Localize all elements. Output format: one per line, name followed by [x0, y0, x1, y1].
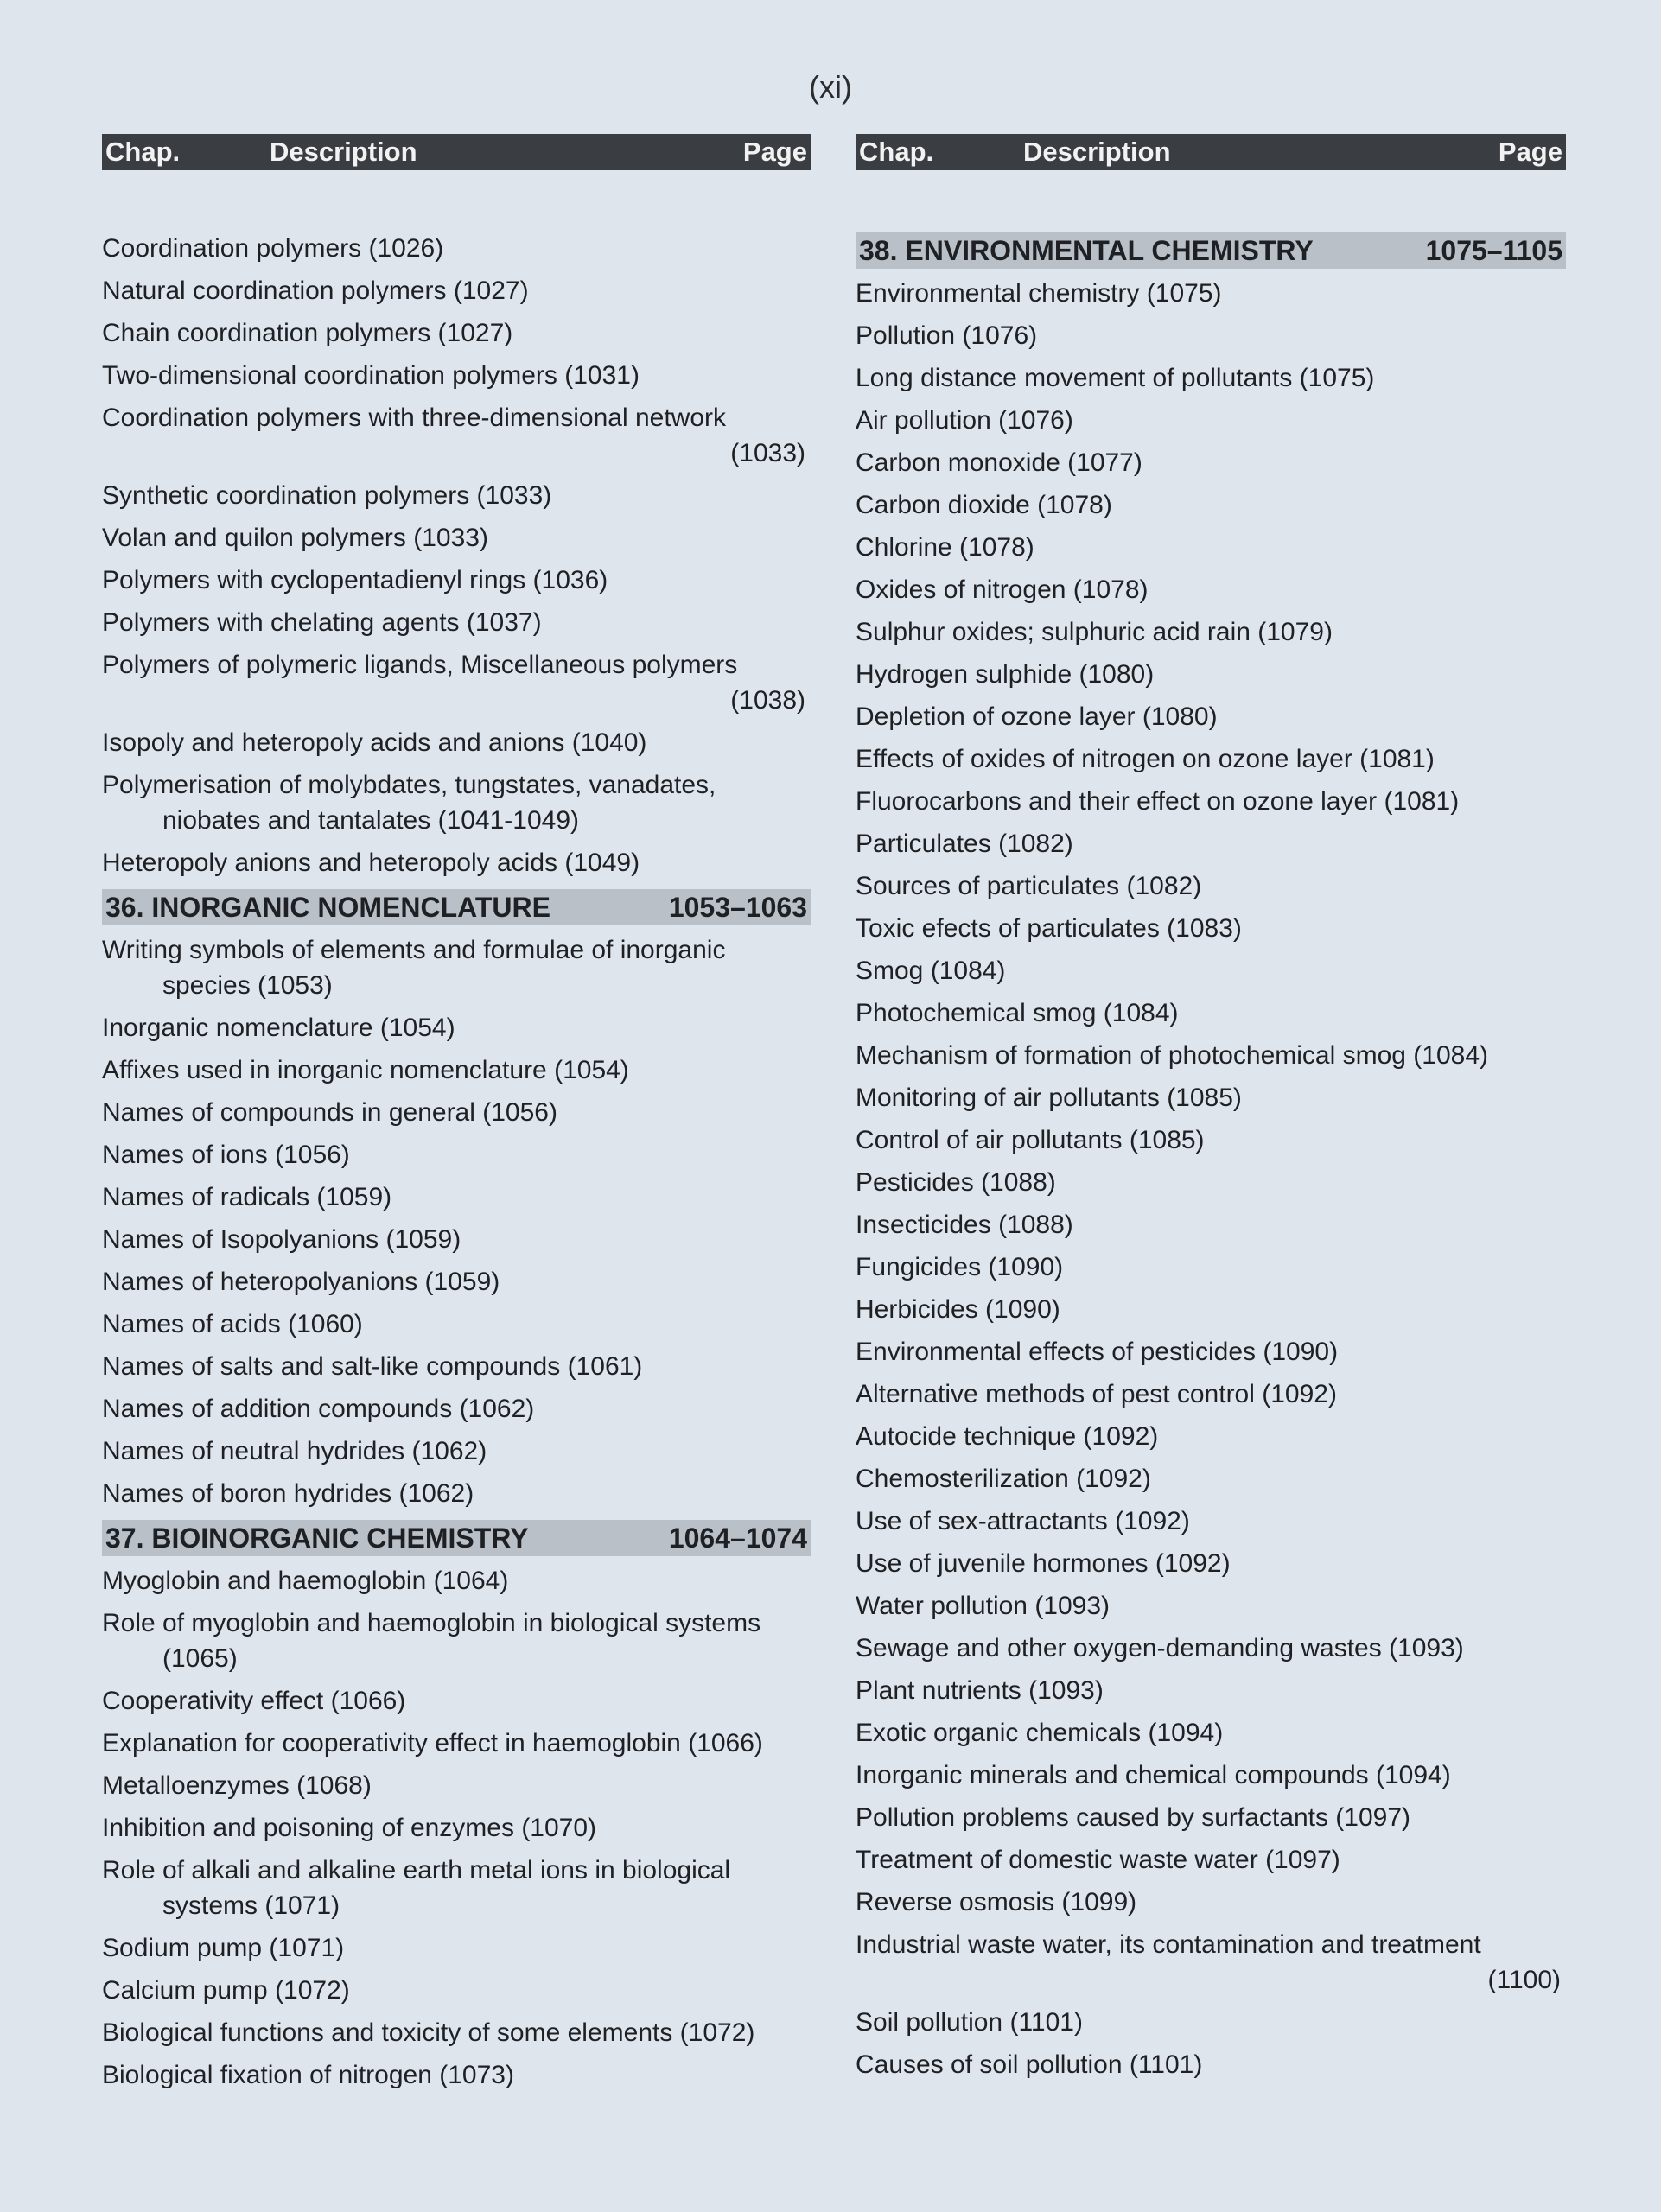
toc-entry	[856, 699, 1566, 734]
right-column	[856, 134, 1566, 2089]
toc-entry	[102, 273, 811, 308]
entry-text: Smog (1084)	[856, 957, 1006, 985]
header-page: Page	[1498, 137, 1562, 167]
toc-entry	[856, 1292, 1566, 1327]
entry-text: Names of neutral hydrides (1062)	[102, 1437, 487, 1465]
toc-entry	[856, 784, 1566, 819]
chapter-heading	[102, 1520, 811, 1556]
entry-text: Industrial waste water, its contamination and treatment	[856, 1930, 1481, 1959]
entry-text: Soil pollution (1101)	[856, 2008, 1083, 2037]
entry-text: Pollution (1076)	[856, 321, 1038, 350]
entry-text: Names of Isopolyanions (1059)	[102, 1225, 461, 1254]
entry-text: Plant nutrients (1093)	[856, 1676, 1104, 1705]
toc-entry	[856, 1122, 1566, 1158]
entry-text: Monitoring of air pollutants (1085)	[856, 1084, 1242, 1112]
entry-text: Fungicides (1090)	[856, 1253, 1064, 1281]
toc-entry	[856, 1419, 1566, 1454]
toc-entry	[856, 1927, 1566, 1998]
entry-text: Affixes used in inorganic nomenclature (1054)	[102, 1056, 629, 1084]
entry-text: Carbon dioxide (1078)	[856, 491, 1112, 519]
toc-list	[102, 932, 811, 1511]
entry-text: Role of myoglobin and haemoglobin in biological systems (1065)	[102, 1609, 761, 1673]
entry-text: Cooperativity effect (1066)	[102, 1687, 406, 1715]
entry-text: Writing symbols of elements and formulae of inorganic species (1053)	[102, 936, 726, 1000]
toc-entry	[102, 358, 811, 393]
toc-entry	[856, 1673, 1566, 1708]
toc-entry	[102, 1973, 811, 2008]
entry-page-ref: (1038)	[730, 686, 805, 715]
entry-text: Particulates (1082)	[856, 830, 1073, 858]
toc-entry	[856, 1165, 1566, 1200]
entry-text: Environmental chemistry (1075)	[856, 279, 1222, 308]
toc-entry	[856, 995, 1566, 1031]
toc-entry	[856, 1038, 1566, 1073]
header-chap: Chap.	[859, 137, 934, 167]
toc-entry	[102, 520, 811, 556]
entry-text: Long distance movement of pollutants (1075)	[856, 364, 1375, 392]
toc-entry	[102, 1052, 811, 1088]
toc-entry	[102, 845, 811, 880]
chapter-pages: 1075–1105	[1425, 234, 1562, 266]
toc-entry	[102, 2015, 811, 2050]
chapter-title: 38. ENVIRONMENTAL CHEMISTRY	[859, 234, 1314, 266]
entry-text: Names of addition compounds (1062)	[102, 1395, 535, 1423]
toc-entry	[856, 1207, 1566, 1243]
toc-entry	[856, 2047, 1566, 2082]
entry-text: Causes of soil pollution (1101)	[856, 2050, 1203, 2079]
chapter-title: 36. INORGANIC NOMENCLATURE	[105, 891, 550, 923]
toc-entry	[102, 1222, 811, 1257]
toc-entry	[856, 1461, 1566, 1497]
entry-text: Reverse osmosis (1099)	[856, 1888, 1137, 1916]
entry-text: Coordination polymers with three-dimensional network	[102, 404, 727, 432]
entry-text: Myoglobin and haemoglobin (1064)	[102, 1567, 509, 1595]
toc-entry	[102, 1853, 811, 1923]
toc-entry	[856, 572, 1566, 607]
entry-text: Effects of oxides of nitrogen on ozone layer (1081)	[856, 745, 1435, 773]
table-header	[856, 134, 1566, 170]
entry-text: Sewage and other oxygen-demanding wastes (1093)	[856, 1634, 1464, 1662]
entry-text: Calcium pump (1072)	[102, 1976, 350, 2005]
toc-entry	[856, 1334, 1566, 1370]
entry-text: Mechanism of formation of photochemical smog (1084)	[856, 1041, 1489, 1070]
toc-entry	[856, 657, 1566, 692]
toc-entry	[102, 1605, 811, 1676]
toc-entry	[102, 1179, 811, 1215]
toc-entry	[856, 318, 1566, 353]
entry-text: Pesticides (1088)	[856, 1168, 1056, 1197]
entry-text: Two-dimensional coordination polymers (1031)	[102, 361, 640, 390]
entry-text: Volan and quilon polymers (1033)	[102, 524, 488, 552]
toc-entry	[102, 647, 811, 718]
toc-entry	[856, 953, 1566, 988]
toc-entry	[102, 563, 811, 598]
entry-text: Polymerisation of molybdates, tungstates, vanadates, niobates and tantalates (1041-1049)	[102, 771, 716, 835]
chapter-pages: 1064–1074	[668, 1522, 807, 1554]
toc-entry	[856, 445, 1566, 480]
entry-text: Chlorine (1078)	[856, 533, 1034, 562]
toc-entry	[856, 530, 1566, 565]
entry-text: Herbicides (1090)	[856, 1295, 1060, 1324]
header-page: Page	[742, 137, 807, 167]
toc-entry	[102, 1810, 811, 1846]
toc-entry	[856, 1630, 1566, 1666]
entry-text: Alternative methods of pest control (1092)	[856, 1380, 1337, 1408]
toc-entry	[102, 1433, 811, 1469]
entry-text: Sulphur oxides; sulphuric acid rain (1079)	[856, 618, 1333, 646]
toc-entry	[856, 741, 1566, 777]
toc-entry	[102, 1563, 811, 1599]
entry-text: Chemosterilization (1092)	[856, 1465, 1151, 1493]
entry-text: Sodium pump (1071)	[102, 1934, 345, 1962]
toc-entry	[102, 315, 811, 351]
toc-entry	[856, 1503, 1566, 1539]
entry-text: Pollution problems caused by surfactants (1097)	[856, 1803, 1411, 1832]
entry-text: Sources of particulates (1082)	[856, 872, 1202, 900]
toc-entry	[102, 1726, 811, 1761]
toc-entry	[856, 403, 1566, 438]
toc-entry	[102, 1768, 811, 1803]
entry-text: Names of ions (1056)	[102, 1141, 350, 1169]
entry-text: Polymers with chelating agents (1037)	[102, 608, 542, 637]
entry-text: Polymers with cyclopentadienyl rings (1036)	[102, 566, 608, 594]
entry-page-ref: (1100)	[1487, 1966, 1561, 1994]
toc-entry	[856, 487, 1566, 523]
toc-entry	[856, 1249, 1566, 1285]
toc-entry	[856, 2005, 1566, 2040]
toc-entry	[102, 1095, 811, 1130]
entry-text: Fluorocarbons and their effect on ozone layer (1081)	[856, 787, 1460, 816]
toc-entry	[102, 1683, 811, 1719]
entry-text: Biological functions and toxicity of some elements (1072)	[102, 2018, 755, 2047]
entry-text: Depletion of ozone layer (1080)	[856, 702, 1218, 731]
toc-entry	[102, 1137, 811, 1173]
toc-entry	[856, 276, 1566, 311]
toc-entry	[102, 400, 811, 471]
toc-entry	[856, 360, 1566, 396]
entry-text: Water pollution (1093)	[856, 1592, 1111, 1620]
entry-text: Names of boron hydrides (1062)	[102, 1479, 474, 1508]
toc-entry	[856, 1715, 1566, 1751]
toc-list	[856, 276, 1566, 2082]
toc-entry	[102, 605, 811, 640]
toc-entry	[856, 1080, 1566, 1116]
toc-entry	[102, 725, 811, 760]
toc-entry	[856, 868, 1566, 904]
entry-text: Names of compounds in general (1056)	[102, 1098, 557, 1127]
chapter-pages: 1053–1063	[668, 891, 807, 923]
entry-text: Autocide technique (1092)	[856, 1422, 1159, 1451]
toc-list	[102, 231, 811, 880]
entry-text: Oxides of nitrogen (1078)	[856, 575, 1149, 604]
toc-entry	[102, 1349, 811, 1384]
entry-text: Carbon monoxide (1077)	[856, 448, 1142, 477]
toc-entry	[856, 1842, 1566, 1878]
chapter-title: 37. BIOINORGANIC CHEMISTRY	[105, 1522, 529, 1554]
toc-entry	[102, 1391, 811, 1427]
entry-text: Metalloenzymes (1068)	[102, 1771, 372, 1800]
entry-text: Polymers of polymeric ligands, Miscellaneous polymers	[102, 651, 738, 679]
toc-list	[102, 1563, 811, 2093]
entry-text: Inorganic minerals and chemical compounds (1094)	[856, 1761, 1451, 1789]
entry-text: Explanation for cooperativity effect in haemoglobin (1066)	[102, 1729, 763, 1758]
header-chap: Chap.	[105, 137, 181, 167]
entry-text: Use of juvenile hormones (1092)	[856, 1549, 1231, 1578]
entry-text: Toxic efects of particulates (1083)	[856, 914, 1242, 943]
entry-text: Heteropoly anions and heteropoly acids (1049)	[102, 849, 640, 877]
entry-text: Isopoly and heteropoly acids and anions (1040)	[102, 728, 647, 757]
table-header	[102, 134, 811, 170]
toc-entry	[102, 1010, 811, 1046]
entry-text: Names of salts and salt-like compounds (1061)	[102, 1352, 643, 1381]
entry-text: Role of alkali and alkaline earth metal ions in biological systems (1071)	[102, 1856, 731, 1920]
toc-entry	[856, 1376, 1566, 1412]
toc-entry	[102, 2057, 811, 2093]
toc-entry	[102, 1306, 811, 1342]
header-description: Description	[270, 137, 417, 167]
entry-text: Photochemical smog (1084)	[856, 999, 1179, 1027]
toc-entry	[856, 614, 1566, 650]
toc-entry	[102, 478, 811, 513]
toc-entry	[856, 826, 1566, 861]
entry-text: Coordination polymers (1026)	[102, 234, 444, 263]
entry-text: Control of air pollutants (1085)	[856, 1126, 1205, 1154]
chapter-heading	[102, 889, 811, 925]
entry-text: Natural coordination polymers (1027)	[102, 276, 529, 305]
entry-text: Synthetic coordination polymers (1033)	[102, 481, 552, 510]
toc-entry	[856, 1546, 1566, 1581]
toc-entry	[102, 932, 811, 1003]
toc-entry	[102, 1930, 811, 1966]
entry-text: Biological fixation of nitrogen (1073)	[102, 2061, 514, 2089]
toc-entry	[102, 231, 811, 266]
page-number: (xi)	[809, 69, 852, 105]
toc-entry	[102, 767, 811, 838]
entry-text: Insecticides (1088)	[856, 1211, 1073, 1239]
entry-text: Names of acids (1060)	[102, 1310, 363, 1338]
toc-entry	[102, 1264, 811, 1300]
toc-entry	[856, 911, 1566, 946]
entry-text: Chain coordination polymers (1027)	[102, 319, 513, 347]
entry-text: Environmental effects of pesticides (1090)	[856, 1338, 1339, 1366]
left-column	[102, 134, 811, 2100]
entry-text: Air pollution (1076)	[856, 406, 1073, 435]
toc-entry	[856, 1758, 1566, 1793]
toc-entry	[102, 1476, 811, 1511]
toc-entry	[856, 1800, 1566, 1835]
toc-entry	[856, 1885, 1566, 1920]
toc-entry	[856, 1588, 1566, 1624]
chapter-heading	[856, 232, 1566, 269]
entry-text: Names of heteropolyanions (1059)	[102, 1268, 500, 1296]
entry-text: Hydrogen sulphide (1080)	[856, 660, 1155, 689]
entry-text: Names of radicals (1059)	[102, 1183, 392, 1211]
entry-text: Treatment of domestic waste water (1097)	[856, 1846, 1340, 1874]
entry-text: Inhibition and poisoning of enzymes (1070)	[102, 1814, 597, 1842]
entry-text: Exotic organic chemicals (1094)	[856, 1719, 1224, 1747]
entry-text: Inorganic nomenclature (1054)	[102, 1014, 455, 1042]
entry-text: Use of sex-attractants (1092)	[856, 1507, 1190, 1535]
entry-page-ref: (1033)	[730, 439, 805, 467]
header-description: Description	[1023, 137, 1171, 167]
